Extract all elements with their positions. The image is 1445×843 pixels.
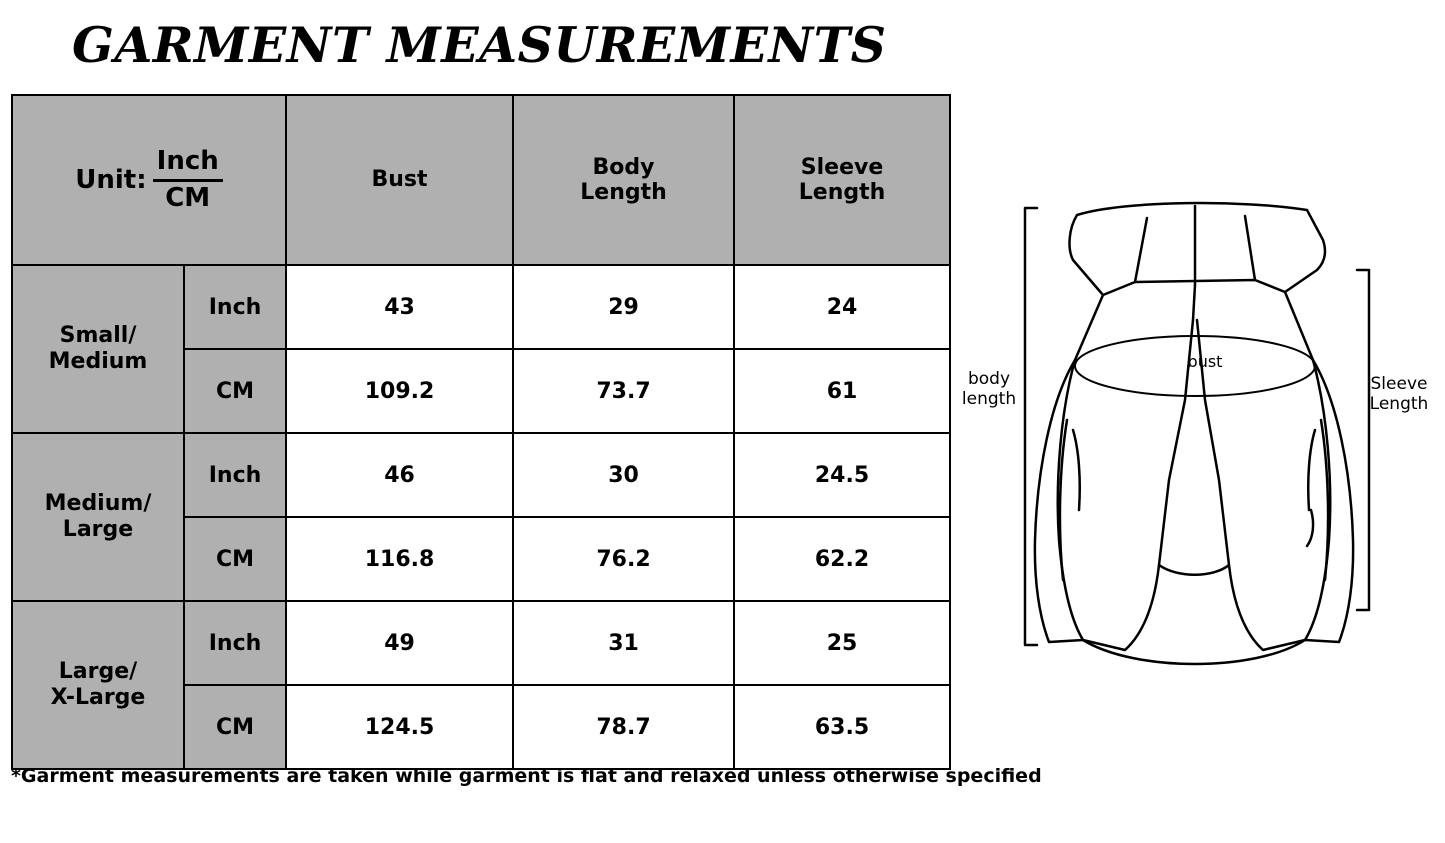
sleeve-length-bracket xyxy=(1357,270,1369,610)
size-label-medium-large xyxy=(12,433,184,601)
bust-label: bust xyxy=(1187,352,1223,371)
size-label-large-xlarge xyxy=(12,601,184,769)
size-label-line1: Large/ xyxy=(58,658,138,684)
sleeve-length-label xyxy=(1363,375,1435,414)
cell-sleeve-length-inch: 24.5 xyxy=(734,433,950,517)
unit-header-cell xyxy=(12,95,286,265)
row-unit-inch: Inch xyxy=(184,601,286,685)
table-row xyxy=(12,433,950,517)
column-header-bust: Bust xyxy=(286,95,513,265)
garment-measurements-table xyxy=(11,94,951,770)
size-label-line2: Large xyxy=(62,517,134,542)
cell-bust-inch: 49 xyxy=(286,601,513,685)
left-side-detail xyxy=(1073,430,1080,510)
cell-body-length-inch: 29 xyxy=(513,265,734,349)
row-unit-inch: Inch xyxy=(184,433,286,517)
collar-fold-right xyxy=(1245,216,1255,280)
body-length-label xyxy=(955,370,1023,409)
left-front-panel xyxy=(1058,295,1193,650)
unit-denominator: CM xyxy=(165,182,211,213)
body-length-label-line1: body xyxy=(967,369,1011,389)
cell-sleeve-length-cm: 62.2 xyxy=(734,517,950,601)
collar-fold-left xyxy=(1135,218,1147,282)
right-side-detail xyxy=(1308,430,1315,510)
cell-bust-cm: 109.2 xyxy=(286,349,513,433)
row-unit-cm: CM xyxy=(184,685,286,769)
cell-body-length-cm: 78.7 xyxy=(513,685,734,769)
sleeve-length-label-line2: Length xyxy=(1369,393,1429,414)
sleeve-length-label-line1: Sleeve xyxy=(1370,374,1428,394)
row-unit-inch: Inch xyxy=(184,265,286,349)
unit-numerator: Inch xyxy=(153,147,223,182)
column-header-body-length-line2: Length xyxy=(580,180,667,205)
cell-body-length-inch: 31 xyxy=(513,601,734,685)
cell-sleeve-length-cm: 61 xyxy=(734,349,950,433)
cell-sleeve-length-inch: 25 xyxy=(734,601,950,685)
cell-bust-inch: 43 xyxy=(286,265,513,349)
cell-body-length-cm: 73.7 xyxy=(513,349,734,433)
garment-illustration xyxy=(955,180,1435,670)
garment-diagram-svg xyxy=(955,180,1435,670)
cell-sleeve-length-cm: 63.5 xyxy=(734,685,950,769)
table-header-row xyxy=(12,95,950,265)
table-row xyxy=(12,601,950,685)
size-label-line1: Small/ xyxy=(59,322,137,348)
center-seam-top xyxy=(1193,285,1195,320)
column-header-sleeve-length-line2: Length xyxy=(798,180,886,205)
cell-body-length-cm: 76.2 xyxy=(513,517,734,601)
measurement-note: *Garment measurements are taken while garment is flat and relaxed unless otherwise specified xyxy=(11,765,1042,787)
column-header-sleeve-length xyxy=(734,95,950,265)
page-title: GARMENT MEASUREMENTS xyxy=(72,16,887,74)
collar-shape xyxy=(1070,203,1325,295)
column-header-body-length-line1: Body xyxy=(592,154,655,180)
body-length-label-line2: length xyxy=(961,388,1017,409)
size-label-line1: Medium/ xyxy=(44,490,152,516)
cell-bust-inch: 46 xyxy=(286,433,513,517)
unit-label: Unit: xyxy=(75,165,147,195)
unit-fraction xyxy=(153,147,223,214)
hem-line xyxy=(1083,640,1305,664)
column-header-body-length xyxy=(513,95,734,265)
cell-bust-cm: 116.8 xyxy=(286,517,513,601)
center-front-bottom xyxy=(1159,565,1229,575)
size-label-line2: Medium xyxy=(48,349,148,374)
cell-bust-cm: 124.5 xyxy=(286,685,513,769)
row-unit-cm: CM xyxy=(184,517,286,601)
table-row xyxy=(12,265,950,349)
cell-sleeve-length-inch: 24 xyxy=(734,265,950,349)
size-label-line2: X-Large xyxy=(50,685,146,710)
right-pocket-detail xyxy=(1307,510,1313,546)
cell-body-length-inch: 30 xyxy=(513,433,734,517)
right-front-panel xyxy=(1197,292,1330,650)
size-label-small-medium xyxy=(12,265,184,433)
row-unit-cm: CM xyxy=(184,349,286,433)
column-header-sleeve-length-line1: Sleeve xyxy=(800,154,884,180)
